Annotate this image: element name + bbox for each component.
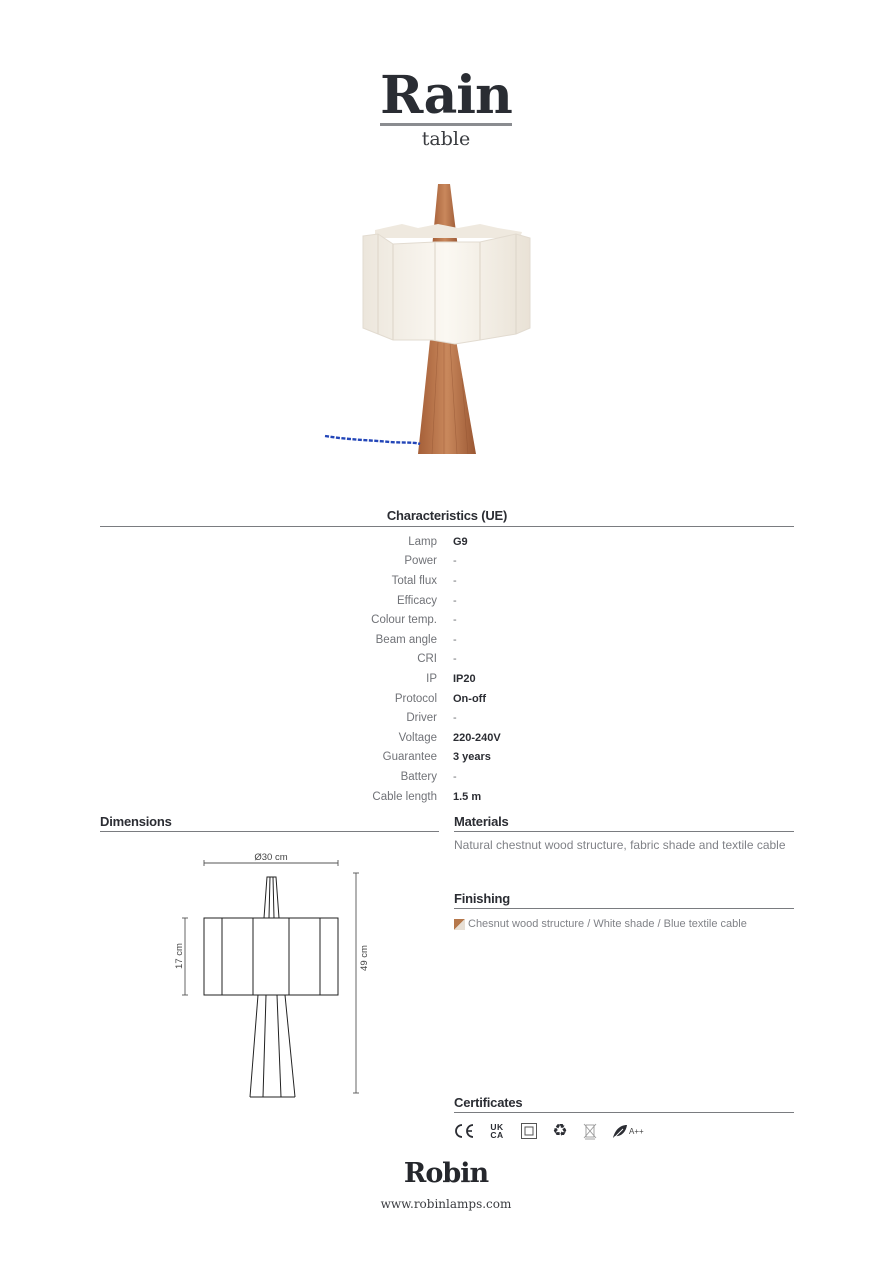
spec-label: Total flux — [391, 574, 437, 587]
spec-value: - — [453, 712, 457, 725]
product-title — [0, 66, 892, 126]
spec-row-power — [100, 552, 794, 572]
spec-label: Efficacy — [396, 594, 437, 607]
product-type: table — [421, 128, 471, 150]
spec-row-guarantee — [100, 748, 794, 768]
class-ii-double-insulation-icon — [520, 1122, 538, 1140]
spec-label: Battery — [400, 770, 437, 783]
spec-label: Voltage — [398, 731, 437, 744]
energy-class-label: A++ — [629, 1126, 644, 1136]
divider — [454, 908, 794, 909]
spec-value: - — [453, 614, 457, 627]
spec-row-protocol — [100, 689, 794, 709]
spec-row-ip — [100, 669, 794, 689]
spec-value: On-off — [453, 692, 486, 705]
characteristics-title: Characteristics (UE) — [386, 508, 508, 523]
spec-row-cable-length — [100, 787, 794, 807]
finishing-header — [454, 891, 794, 909]
spec-label: Cable length — [372, 790, 437, 803]
finish-swatch-icon — [454, 919, 465, 930]
finishing-label: Chesnut wood structure / White shade / Blue textile cable — [468, 918, 747, 930]
spec-value: G9 — [453, 535, 468, 548]
spec-row-total-flux — [100, 571, 794, 591]
dimensions-title: Dimensions — [100, 814, 172, 829]
product-name: Rain — [380, 65, 512, 126]
weee-crossed-bin-icon — [582, 1122, 598, 1140]
divider — [454, 831, 794, 832]
brand-logo: Robin — [403, 1158, 489, 1189]
spec-value: - — [453, 555, 457, 568]
characteristics-header — [100, 508, 794, 527]
spec-label: Guarantee — [382, 751, 437, 764]
divider — [100, 831, 439, 832]
spec-label: Protocol — [394, 692, 437, 705]
certificates-icons — [454, 1121, 644, 1141]
total-height-label: 49 cm — [359, 945, 370, 971]
finishing-option — [454, 918, 747, 930]
spec-label: IP — [426, 672, 437, 685]
spec-row-lamp — [100, 532, 794, 552]
dimension-drawing — [160, 845, 390, 1105]
materials-description: Natural chestnut wood structure, fabric shade and textile cable — [454, 838, 786, 852]
ukca-mark-icon: UK CA — [490, 1122, 504, 1140]
website-link[interactable]: www.robinlamps.com — [380, 1197, 512, 1211]
spec-value: - — [453, 653, 457, 666]
materials-header — [454, 814, 794, 832]
spec-value: - — [453, 594, 457, 607]
spec-label: CRI — [417, 653, 437, 666]
spec-row-efficacy — [100, 591, 794, 611]
spec-value: 3 years — [453, 751, 491, 764]
diameter-label: Ø30 cm — [254, 852, 288, 863]
spec-value: IP20 — [453, 672, 476, 685]
ce-mark-icon — [454, 1121, 476, 1141]
spec-label: Lamp — [408, 535, 437, 548]
spec-label: Beam angle — [375, 633, 437, 646]
certificates-header — [454, 1095, 794, 1113]
spec-value: - — [453, 633, 457, 646]
spec-value: 220-240V — [453, 731, 501, 744]
spec-label: Power — [404, 555, 437, 568]
spec-label: Colour temp. — [371, 614, 437, 627]
dimensions-header — [100, 814, 439, 832]
materials-title: Materials — [454, 814, 509, 829]
spec-row-battery — [100, 767, 794, 787]
recycle-icon: ♻ — [552, 1121, 568, 1140]
spec-label: Driver — [406, 712, 437, 725]
characteristics-table — [100, 532, 794, 806]
spec-row-driver — [100, 708, 794, 728]
spec-row-colour-temp — [100, 610, 794, 630]
energy-leaf-icon — [612, 1122, 644, 1140]
finishing-title: Finishing — [454, 891, 510, 906]
spec-value: - — [453, 770, 457, 783]
spec-row-beam-angle — [100, 630, 794, 650]
spec-row-cri — [100, 650, 794, 670]
spec-row-voltage — [100, 728, 794, 748]
divider — [100, 526, 794, 527]
spec-value: 1.5 m — [453, 790, 482, 803]
divider — [454, 1112, 794, 1113]
spec-value: - — [453, 574, 457, 587]
shade-height-label: 17 cm — [174, 943, 185, 969]
certificates-title: Certificates — [454, 1095, 523, 1110]
product-image — [320, 178, 550, 468]
